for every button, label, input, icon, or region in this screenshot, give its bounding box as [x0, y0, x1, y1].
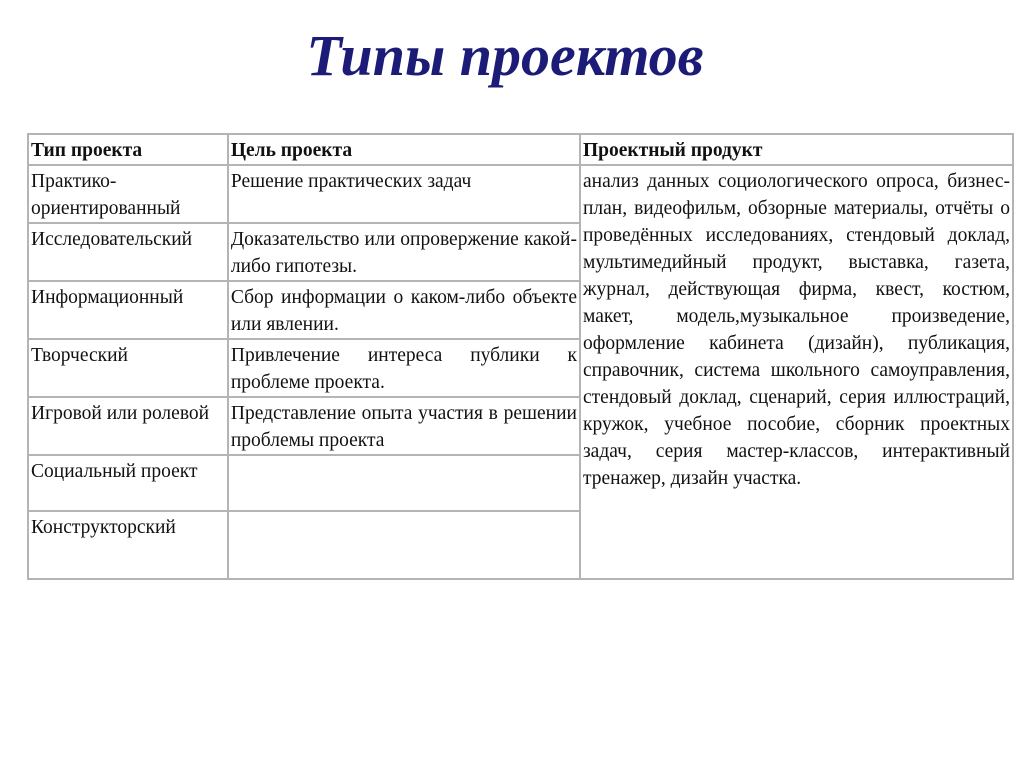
cell-goal: Представление опыта участия в решении проблемы проекта [228, 397, 580, 455]
project-types-table [27, 133, 1014, 580]
cell-type: Конструкторский [28, 511, 228, 579]
cell-type: Информационный [28, 281, 228, 339]
cell-type: Социальный проект [28, 455, 228, 511]
cell-goal [228, 455, 580, 511]
cell-goal [228, 511, 580, 579]
cell-type: Творческий [28, 339, 228, 397]
table-header-row [28, 134, 1013, 165]
cell-goal: Сбор информации о каком-либо объекте или явлении. [228, 281, 580, 339]
header-goal: Цель проекта [228, 134, 580, 165]
cell-goal: Привлечение интереса публики к проблеме проекта. [228, 339, 580, 397]
cell-type: Исследовательский [28, 223, 228, 281]
cell-type: Практико-ориентированный [28, 165, 228, 223]
header-product: Проектный продукт [580, 134, 1013, 165]
cell-goal: Доказательство или опровержение какой-либо гипотезы. [228, 223, 580, 281]
cell-goal: Решение практических задач [228, 165, 580, 223]
cell-type: Игровой или ролевой [28, 397, 228, 455]
cell-product: анализ данных социологического опроса, бизнес-план, видеофильм, обзорные материалы, отчёты о проведённых исследованиях, стендовый доклад, мультимедийный продукт, выставка, газета, журнал, действующая фирма, квест, костюм, макет, модель,музыкальное произведение, оформление кабинета (дизайн), публикация, справочник, система школьного самоуправления, стендовый доклад, сценарий, серия иллюстраций, кружок, учебное пособие, сборник проектных задач, серия мастер-классов, интерактивный тренажер, дизайн участка. [580, 165, 1013, 579]
page-title: Типы проектов [306, 23, 704, 88]
table-row [28, 165, 1013, 223]
header-type: Тип проекта [28, 134, 228, 165]
